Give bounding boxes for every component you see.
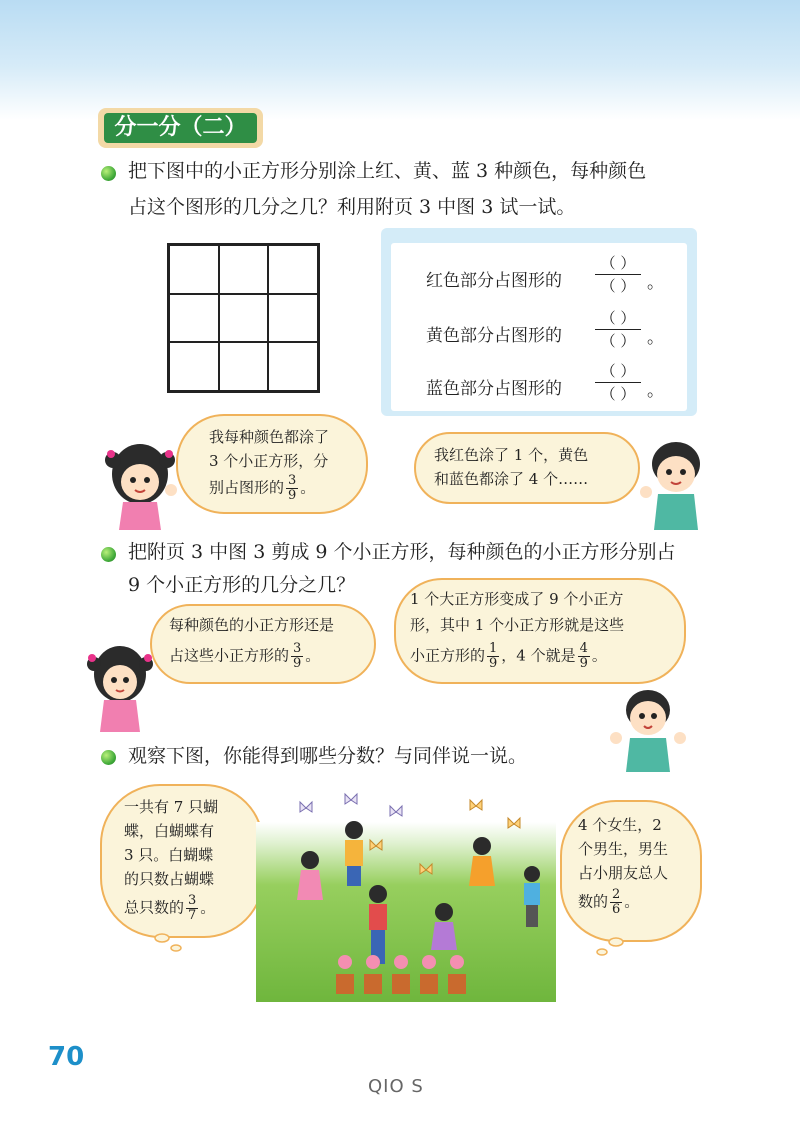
bullet-icon [101, 166, 116, 181]
bubble-4-end: 。 [591, 646, 607, 665]
grid-cell [268, 342, 318, 391]
fraction-numerator: （ ） [595, 252, 641, 275]
answer-row-blue-end: 。 [647, 381, 664, 401]
bubble-4-text: 小正方形的 [410, 646, 486, 665]
bubble-5-line-2: 蝶，白蝴蝶有 [124, 822, 215, 840]
girl-illustration [80, 636, 160, 734]
grid-cell [169, 294, 219, 343]
bubble-5-line-1: 一共有 7 只蝴 [124, 798, 219, 816]
answer-row-red-end: 。 [647, 273, 664, 293]
grid-cell [268, 294, 318, 343]
fraction-4-9 [578, 642, 590, 671]
thought-bubble-dots [590, 934, 630, 958]
boy-illustration [608, 682, 688, 774]
answer-row-blue-fraction[interactable] [595, 360, 641, 405]
thought-bubble-dots [150, 930, 190, 954]
watermark: QIO S [368, 1076, 424, 1097]
bubble-5-end: 。 [200, 898, 216, 917]
question-2-line-2: 9 个小正方形的几分之几？ [128, 574, 356, 596]
bubble-6-line-4 [578, 888, 639, 917]
bubble-4-line-3 [410, 642, 607, 671]
answer-row-red-label: 红色部分占图形的 [426, 271, 562, 291]
answer-row-blue-label: 蓝色部分占图形的 [426, 379, 562, 399]
bubble-6-text: 数的 [578, 892, 609, 911]
fraction-numerator: （ ） [595, 307, 641, 330]
fraction-numerator: 3 [288, 473, 297, 488]
fraction-denominator: 7 [188, 908, 197, 923]
bullet-icon [101, 750, 116, 765]
fraction-3-9 [291, 642, 303, 671]
bubble-5-text: 总只数的 [124, 898, 185, 917]
section-title: 分一分（二） [104, 113, 257, 143]
bubble-5-line-3: 3 只。白蝴蝶 [124, 846, 214, 864]
bubble-3-line-1: 每种颜色的小正方形还是 [169, 616, 335, 634]
question-3-line-1: 观察下图，你能得到哪些分数？与同伴说一说。 [128, 745, 528, 767]
fraction-denominator: 6 [612, 902, 621, 917]
children-and-butterflies-illustration [256, 790, 556, 1002]
fraction-numerator: 1 [489, 641, 498, 656]
bubble-1-text: 别占图形的 [209, 478, 285, 497]
bubble-1-line-3 [209, 474, 315, 503]
fraction-3-7 [186, 894, 198, 923]
answer-row-yellow-fraction[interactable] [595, 307, 641, 352]
bubble-2-line-1: 我红色涂了 1 个，黄色 [434, 446, 589, 464]
question-1-line-2: 占这个图形的几分之几？利用附页 3 中图 3 试一试。 [128, 196, 576, 218]
grid-cell [169, 342, 219, 391]
question-1-line-1: 把下图中的小正方形分别涂上红、黄、蓝 3 种颜色，每种颜色 [128, 160, 647, 182]
bubble-3-text: 占这些小正方形的 [169, 646, 290, 665]
answer-row-yellow-end: 。 [647, 328, 664, 348]
sky-background [0, 0, 800, 120]
bubble-4-line-1: 1 个大正方形变成了 9 个小正方 [410, 590, 624, 608]
bubble-1-end: 。 [300, 478, 316, 497]
boy-illustration [634, 434, 714, 532]
bubble-6-line-1: 4 个女生，2 [578, 816, 662, 834]
grid-cell [268, 245, 318, 294]
bubble-1-line-2: 3 个小正方形，分 [209, 452, 329, 470]
bubble-5-line-5 [124, 894, 215, 923]
bubble-1-line-1: 我每种颜色都涂了 [209, 428, 330, 446]
fraction-numerator: 2 [612, 887, 621, 902]
fraction-3-9 [286, 474, 298, 503]
fraction-denominator: （ ） [600, 277, 636, 295]
grid-cell [219, 342, 269, 391]
bubble-6-end: 。 [624, 892, 640, 911]
question-2-line-1: 把附页 3 中图 3 剪成 9 个小正方形，每种颜色的小正方形分别占 [128, 541, 676, 563]
bubble-4-line-2: 形，其中 1 个小正方形就是这些 [410, 616, 625, 634]
bubble-4-mid: ，4 个就是 [501, 646, 576, 665]
answer-row-red-fraction[interactable] [595, 252, 641, 297]
grid-cell [219, 294, 269, 343]
fraction-numerator: （ ） [595, 360, 641, 383]
grid-cell [169, 245, 219, 294]
fraction-denominator: （ ） [600, 385, 636, 403]
fraction-1-9 [487, 642, 499, 671]
nine-square-grid [167, 243, 320, 393]
fraction-denominator: 9 [489, 656, 498, 671]
fraction-numerator: 4 [579, 641, 588, 656]
fraction-denominator: 9 [288, 488, 297, 503]
bullet-icon [101, 547, 116, 562]
bubble-5-line-4: 的只数占蝴蝶 [124, 870, 215, 888]
fraction-denominator: 9 [579, 656, 588, 671]
grid-cell [219, 245, 269, 294]
bubble-3-end: 。 [305, 646, 321, 665]
bubble-3-line-2 [169, 642, 320, 671]
answer-row-yellow-label: 黄色部分占图形的 [426, 326, 562, 346]
bubble-6-line-2: 个男生，男生 [578, 840, 669, 858]
girl-illustration [95, 432, 185, 532]
fraction-numerator: 3 [293, 641, 302, 656]
fraction-denominator: （ ） [600, 332, 636, 350]
fraction-denominator: 9 [293, 656, 302, 671]
bubble-6-line-3: 占小朋友总人 [578, 864, 669, 882]
page-number: 70 [48, 1042, 85, 1072]
bubble-2-line-2: 和蓝色都涂了 4 个…… [434, 470, 589, 488]
fraction-numerator: 3 [188, 893, 197, 908]
fraction-2-6 [610, 888, 622, 917]
